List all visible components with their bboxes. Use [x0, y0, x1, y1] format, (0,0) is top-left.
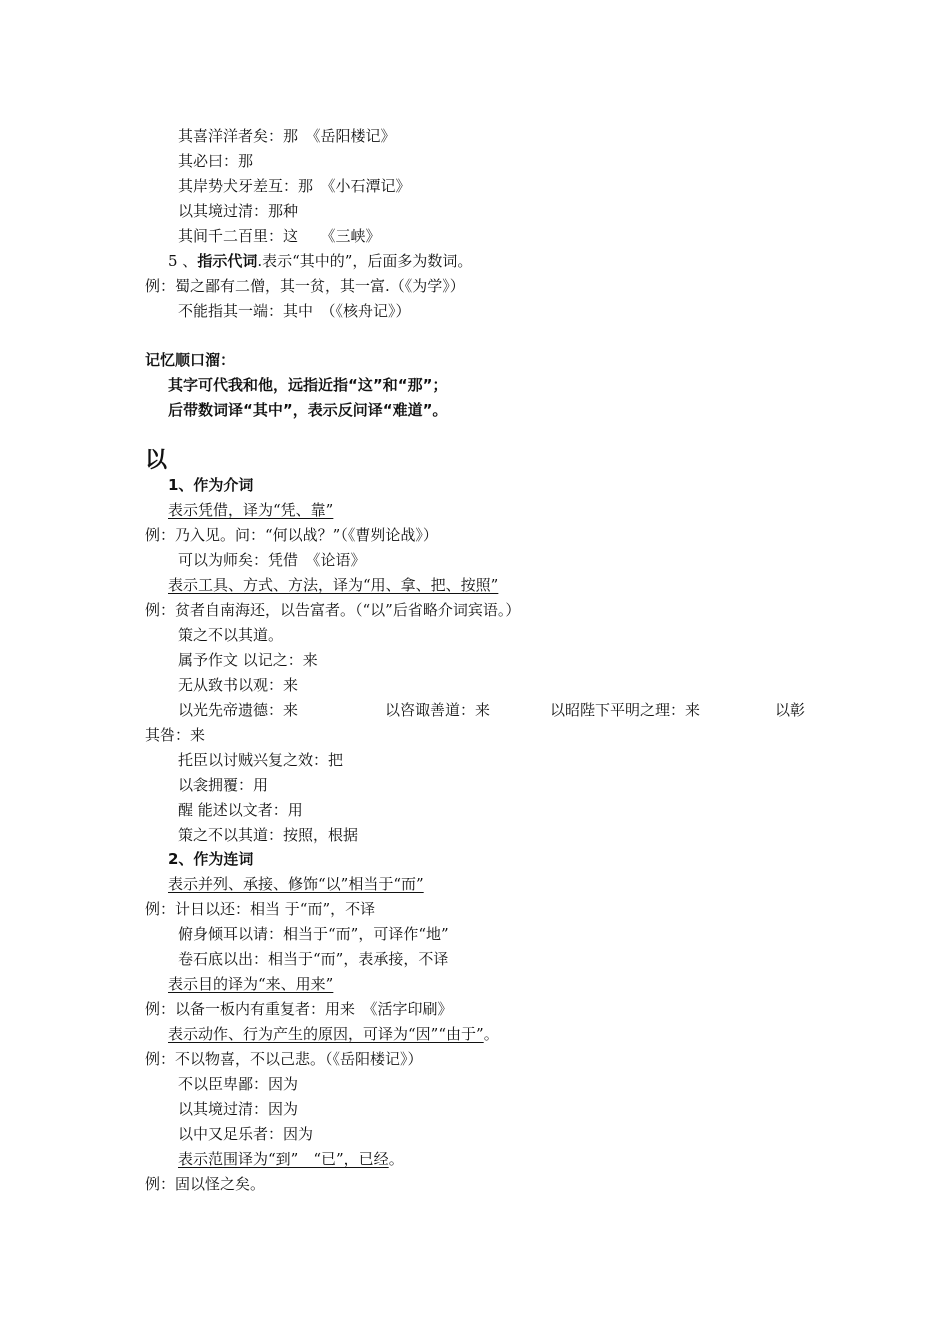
usage-rule: 表示工具、方式、方法，译为“用、拿、把、按照”: [168, 576, 499, 594]
example-line: 例：以备一板内有重复者：用来 《活字印刷》: [145, 1000, 453, 1018]
section-heading: 以: [145, 448, 168, 473]
text-line: 其岸势犬牙差互：那 《小石潭记》: [178, 177, 411, 195]
usage-rule: 表示并列、承接、修饰“以”相当于“而”: [168, 875, 424, 893]
text-line: 以其境过清：那种: [178, 202, 299, 220]
mnemonic-title: 记忆顺口溜：: [145, 351, 236, 369]
text-line: 其必曰：那: [178, 152, 254, 170]
usage-rule: 表示凭借，译为“凭、靠”: [168, 501, 334, 519]
text-line: 以中又足乐者：因为: [178, 1125, 314, 1143]
multi-column-line: [0, 699, 950, 721]
punctuation: 。: [388, 1150, 404, 1168]
usage-rule-line: [178, 1148, 404, 1170]
example-line: 例：不以物喜，不以己悲。（《岳阳楼记》）: [145, 1050, 423, 1068]
subsection-heading: 1、作为介词: [168, 476, 254, 494]
example-line: 例：计日以还：相当 于“而”，不译: [145, 900, 376, 918]
text-line: 策之不以其道：按照，根据: [178, 826, 359, 844]
example-line: 例：蜀之鄙有二僧，其一贫，其一富.（《为学》）: [145, 277, 465, 295]
text-segment: 以彰: [775, 701, 806, 719]
example-line: 例：固以怪之矣。: [145, 1175, 266, 1193]
numbered-point: [168, 250, 472, 272]
usage-rule: 表示动作、行为产生的原因，可译为“因”“由于”: [168, 1025, 484, 1043]
text-line: 卷石底以出：相当于“而”，表承接，不译: [178, 950, 449, 968]
point-term: 指示代词: [197, 252, 258, 270]
text-line: 托臣以讨贼兴复之效：把: [178, 751, 344, 769]
text-line: 其间千二百里：这 《三峡》: [178, 227, 381, 245]
subsection-heading: 2、作为连词: [168, 850, 254, 868]
text-line: 不以臣卑鄙：因为: [178, 1075, 299, 1093]
text-line: 俯身倾耳以请：相当于“而”，可译作“地”: [178, 925, 449, 943]
text-line: 以衾拥覆：用: [178, 776, 269, 794]
usage-rule: 表示范围译为“到” “已”，已经: [178, 1150, 389, 1168]
text-line: 其喜洋洋者矣：那 《岳阳楼记》: [178, 127, 396, 145]
text-segment: 以昭陛下平明之理：来: [550, 701, 701, 719]
example-line: 例：贫者自南海还，以告富者。（“以”后省略介词宾语。）: [145, 601, 521, 619]
point-description: .表示“其中的”，后面多为数词。: [257, 252, 473, 270]
text-line: 不能指其一端：其中 （《核舟记》）: [178, 302, 411, 320]
mnemonic-line: 后带数词译“其中”，表示反问译“难道”。: [168, 401, 448, 419]
text-line: 可以为师矣：凭借 《论语》: [178, 551, 366, 569]
text-segment: 以光先帝遗德：来: [178, 701, 299, 719]
mnemonic-line: 其字可代我和他，远指近指“这”和“那”；: [168, 376, 448, 394]
text-line: 其咎：来: [145, 726, 206, 744]
example-line: 例：乃入见。问：“何以战？”（《曹刿论战》）: [145, 526, 438, 544]
punctuation: 。: [483, 1025, 499, 1043]
text-line: 醒 能述以文者：用: [178, 801, 303, 819]
text-line: 属予作文 以记之：来: [178, 651, 318, 669]
text-line: 以其境过清：因为: [178, 1100, 299, 1118]
text-segment: 以咨诹善道：来: [385, 701, 491, 719]
usage-rule: 表示目的译为“来、用来”: [168, 975, 334, 993]
point-number: 5 、: [168, 252, 198, 270]
usage-rule-line: [168, 1023, 499, 1045]
text-line: 无从致书以观：来: [178, 676, 299, 694]
text-line: 策之不以其道。: [178, 626, 284, 644]
